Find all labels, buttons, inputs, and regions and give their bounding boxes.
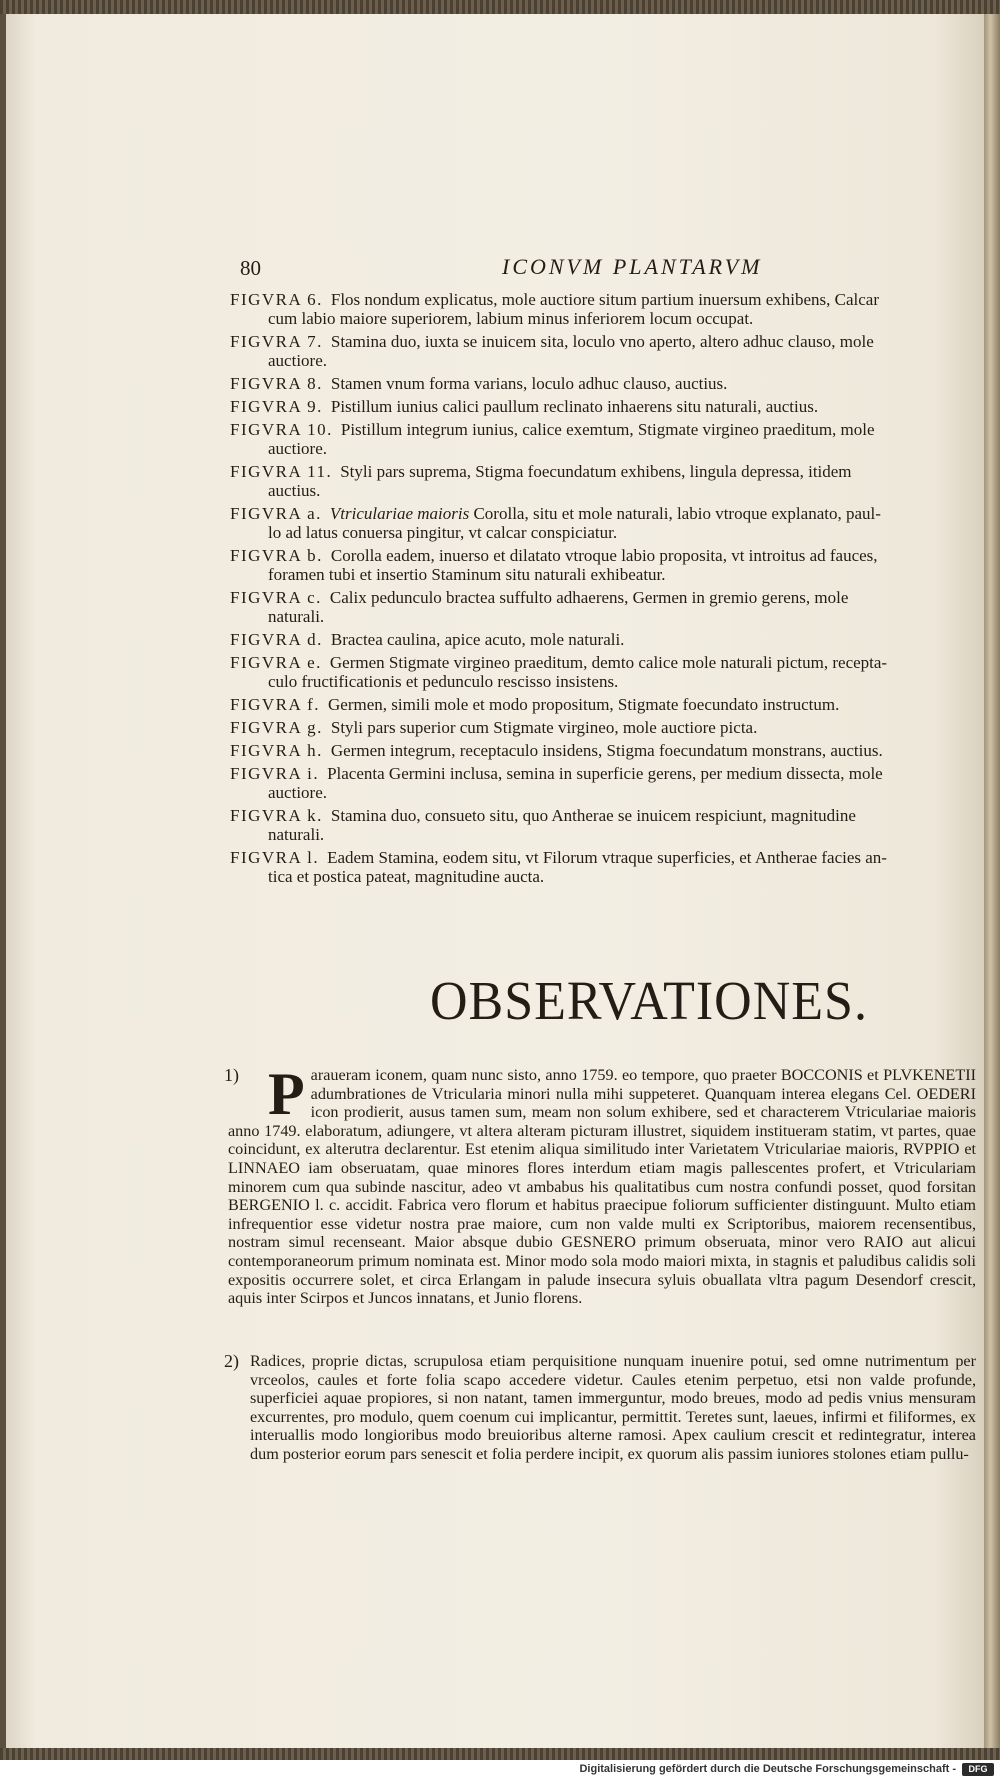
observation-number: 2) <box>224 1351 239 1371</box>
observation-number: 1) <box>224 1065 239 1085</box>
figure-list <box>230 290 978 890</box>
figure-text-continuation: culo fructificationis et pedunculo rescisso insistens. <box>268 672 619 691</box>
figure-text-continuation: foramen tubi et insertio Staminum situ naturali exhibeatur. <box>268 565 666 584</box>
figure-text-continuation: auctiore. <box>268 439 327 458</box>
figure-caption <box>230 420 978 458</box>
figure-caption <box>230 695 978 714</box>
figure-label: FIGVRA 10. <box>230 420 333 439</box>
figure-label: FIGVRA b. <box>230 546 323 565</box>
figure-text-continuation: naturali. <box>268 607 325 626</box>
page-edge <box>984 14 1000 1748</box>
figure-label: FIGVRA c. <box>230 588 322 607</box>
figure-text-continuation: auctius. <box>268 481 321 500</box>
figure-caption <box>230 848 978 886</box>
figure-text: Bractea caulina, apice acuto, mole naturali. <box>330 630 625 649</box>
figure-text-continuation: auctiore. <box>268 351 327 370</box>
figure-label: FIGVRA a. <box>230 504 322 523</box>
figure-text: Germen integrum, receptaculo insidens, Stigma foecundatum monstrans, auctius. <box>330 741 883 760</box>
figure-label: FIGVRA l. <box>230 848 320 867</box>
section-title: OBSERVATIONES. <box>430 971 868 1032</box>
figure-caption <box>230 374 978 393</box>
figure-label: FIGVRA 11. <box>230 462 333 481</box>
figure-text: Flos nondum explicatus, mole auctiore situm partium inuersum exhibens, Calcar <box>330 290 880 309</box>
figure-text-continuation: cum labio maiore superiorem, labium minus inferiorem locum occupat. <box>268 309 754 328</box>
figure-label: FIGVRA f. <box>230 695 321 714</box>
figure-text: Corolla eadem, inuerso et dilatato vtroque labio proposita, vt introitus ad fauces, <box>330 546 878 565</box>
page-header <box>240 252 980 282</box>
species-name: Vtriculariae maioris <box>329 504 470 523</box>
figure-label: FIGVRA 8. <box>230 374 323 393</box>
figure-caption <box>230 718 978 737</box>
figure-label: FIGVRA e. <box>230 653 322 672</box>
figure-text-continuation: tica et postica pateat, magnitudine aucta. <box>268 867 545 886</box>
dfg-logo[interactable]: DFG <box>962 1763 994 1776</box>
figure-caption <box>230 504 978 542</box>
figure-caption <box>230 332 978 370</box>
figure-text-continuation: auctiore. <box>268 783 327 802</box>
figure-caption <box>230 588 978 626</box>
observation-text: Radices, proprie dictas, scrupulosa etiam perquisitione nunquam inuenire potui, sed omne nutrimentum per vrceolos, caules et forte folia scapo accedere videtur. Caules etenim perpetuo, etsi non valde profunde, superficiei aquae propiores, si non natant, tamen immerguntur, modo breues, modo ad pedis vnius mensuram excurrentes, pro modulo, quem coenum cui implicantur, permittit. Teretes sunt, laeues, infirmi et filiformes, ex interuallis modo longioribus modo breuioribus alterne ramosi. Apex caulium crescit et redintegratur, interea dum posterior eorum pars senescit et folia perdere incipit, ex quorum alis passim iuniores stolones etiam pullu- <box>250 1352 976 1463</box>
figure-text-continuation: naturali. <box>268 825 325 844</box>
figure-text: Styli pars suprema, Stigma foecundatum exhibens, lingula depressa, itidem <box>340 462 852 481</box>
figure-label: FIGVRA 7. <box>230 332 323 351</box>
funding-note: Digitalisierung gefördert durch die Deutsche Forschungsgemeinschaft - <box>579 1763 956 1775</box>
observation-text: araueram iconem, quam nunc sisto, anno 1759. eo tempore, quo praeter BOCCONIS et PLVKENETII adumbrationes de Vtricularia minori nulla mihi suppeteret. Quanquam interea elegans Cel. OEDERI icon prodierit, ausus tamen sum, meam non solum exhibere, sed et characterem Vtriculariae maioris anno 1749. elaboratum, adiungere, vt altera alteram picturam illustret, siquidem institueram statim, vt partes, quae coincidunt, ex alterutra declarentur. Est etenim aliqua similitudo inter Varietatem Vtriculariae maioris, RVPPIO et LINNAEO iam obseruatam, quae minores flores interdum etiam magis pallescentes profert, et Vtriculariam minorem cum qua subinde nascitur, adeo vt ambabus his qualitatibus cum nostra confundi posset, quod forsitan BERGENIO l. c. accidit. Fabrica vero florum et habitus praecipue foliorum sufficienter distinguunt. Multo etiam infrequentior esse videtur nostra prae maiore, cum non valde multi ex Scriptoribus, maiorem recensentibus, nostram simul recenseant. Maior absque dubio GESNERO primum obseruata, minor vero RAIO aut alicui contemporaneorum primum nominata est. Minor modo sola modo maiori mixta, in stagnis et paludibus calidis soli expositis occurrere solet, et circa Erlangam in palude insecura syluis obuallata vltra pagum Desendorf crescit, aquis inter Scirpos et Juncos innatans, et Junio florens. <box>228 1066 976 1308</box>
figure-text: Pistillum integrum iunius, calice exemtum, Stigmate virgineo praeditum, mole <box>340 420 875 439</box>
figure-label: FIGVRA 9. <box>230 397 323 416</box>
figure-caption <box>230 630 978 649</box>
figure-caption <box>230 546 978 584</box>
figure-text: Germen Stigmate virgineo praeditum, demto calice mole naturali pictum, recepta- <box>329 653 888 672</box>
figure-label: FIGVRA g. <box>230 718 323 737</box>
figure-caption <box>230 290 978 328</box>
figure-text: Stamen vnum forma varians, loculo adhuc clauso, auctius. <box>330 374 728 393</box>
figure-label: FIGVRA d. <box>230 630 323 649</box>
figure-text: Placenta Germini inclusa, semina in superficie gerens, per medium dissecta, mole <box>327 764 883 783</box>
figure-caption <box>230 462 978 500</box>
digitization-footer <box>0 1760 1000 1780</box>
figure-caption <box>230 764 978 802</box>
figure-caption <box>230 741 978 760</box>
figure-label: FIGVRA k. <box>230 806 323 825</box>
figure-text: Calix pedunculo bractea suffulto adhaerens, Germen in gremio gerens, mole <box>329 588 849 607</box>
page-number: 80 <box>240 256 261 280</box>
running-head: ICONVM PLANTARVM <box>502 254 763 279</box>
figure-text-continuation: lo ad latus conuersa pingitur, vt calcar conspiciatur. <box>268 523 618 542</box>
figure-label: FIGVRA 6. <box>230 290 323 309</box>
figure-text: Stamina duo, iuxta se inuicem sita, loculo vno aperto, altero adhuc clauso, mole <box>330 332 874 351</box>
figure-text: Styli pars superior cum Stigmate virgineo, mole auctiore picta. <box>330 718 758 737</box>
observation-2 <box>224 1351 976 1464</box>
figure-text: Germen, simili mole et modo propositum, Stigmate foecundato instructum. <box>328 695 840 714</box>
figure-caption <box>230 653 978 691</box>
figure-caption <box>230 397 978 416</box>
figure-label: FIGVRA i. <box>230 764 320 783</box>
figure-text: Pistillum iunius calici paullum reclinato inhaerens situ naturali, auctius. <box>330 397 819 416</box>
observation-1 <box>224 1061 976 1308</box>
book-spine-top <box>0 0 1000 14</box>
figure-caption <box>230 806 978 844</box>
book-spine-bottom <box>0 1748 1000 1760</box>
figure-text: Corolla, situ et mole naturali, labio vtroque explanato, paul- <box>473 504 881 523</box>
figure-label: FIGVRA h. <box>230 741 323 760</box>
figure-text: Eadem Stamina, eodem situ, vt Filorum vtraque superficies, et Antherae facies an- <box>327 848 887 867</box>
figure-text: Stamina duo, consueto situ, quo Antherae se inuicem respiciunt, magnitudine <box>330 806 856 825</box>
drop-cap: P <box>268 1061 305 1127</box>
